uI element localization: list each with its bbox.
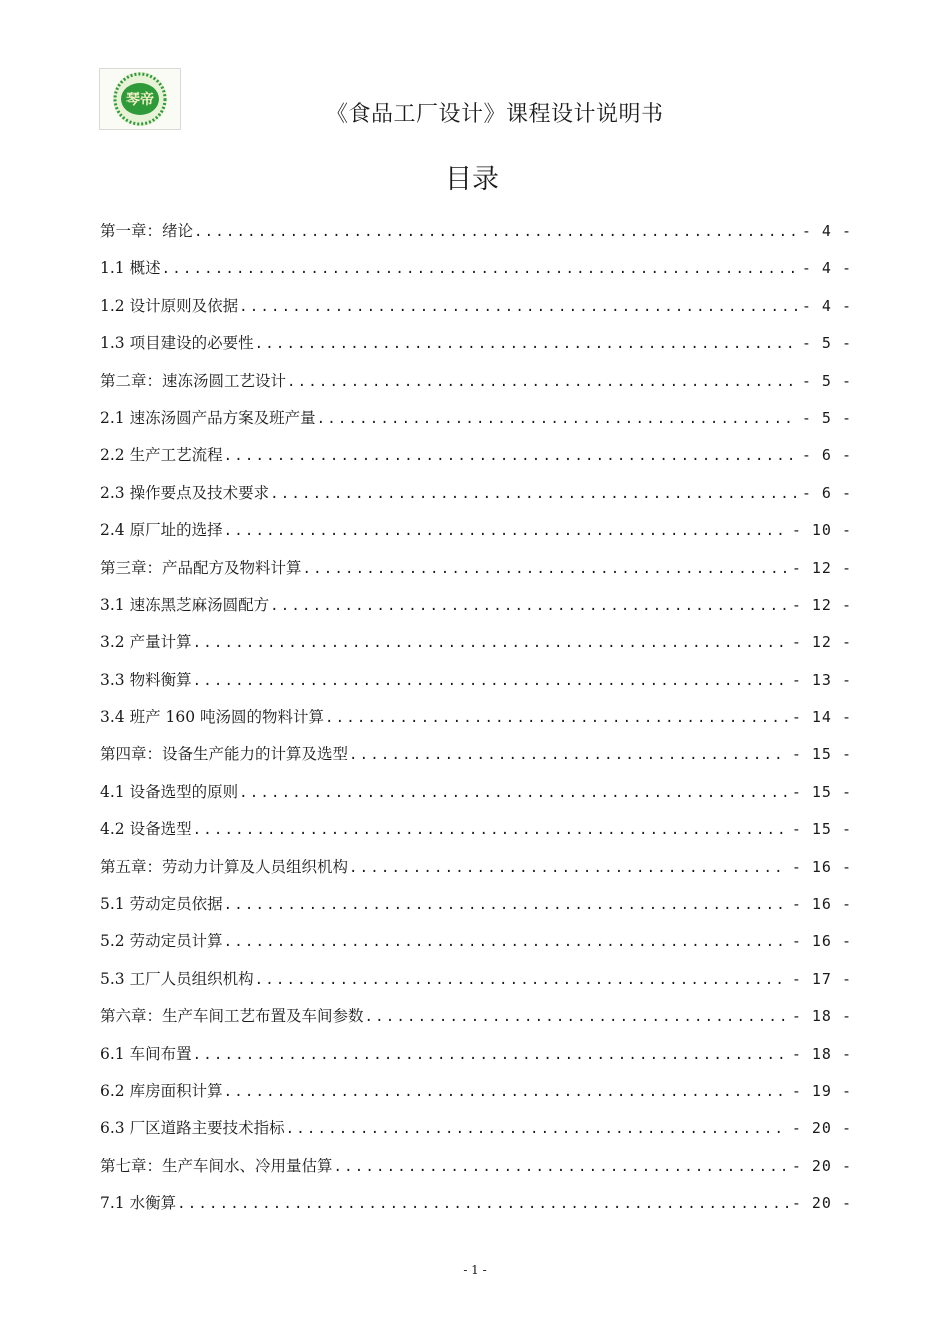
toc-entry-page: - 13 - [791,670,852,689]
toc-entry[interactable] [100,1113,852,1150]
toc-entry[interactable] [100,366,852,403]
toc-dot-leader [316,404,798,434]
toc-entry-page: - 16 - [791,895,852,914]
toc-entry[interactable] [100,440,852,477]
toc-entry[interactable] [100,814,852,851]
toc-entry[interactable] [100,926,852,963]
toc-dot-leader [254,965,788,995]
toc-entry[interactable] [100,515,852,552]
toc-entry-label: 6.3 厂区道路主要技术指标 [100,1119,285,1138]
toc-dot-leader [348,740,788,770]
toc-dot-leader [285,1114,788,1144]
toc-entry-page: - 18 - [791,1044,852,1063]
toc-entry-page: - 20 - [791,1119,852,1138]
toc-entry-page: - 16 - [791,857,852,876]
toc-entry-label: 3.4 班产 160 吨汤圆的物料计算 [100,708,325,727]
toc-entry-page: - 15 - [791,782,852,801]
toc-entry-page: - 12 - [791,558,852,577]
toc-dot-leader [223,927,788,957]
toc-dot-leader [192,628,788,658]
page-number: - 1 - [463,1263,487,1277]
toc-entry-page: - 18 - [791,1007,852,1026]
toc-dot-leader [269,591,788,621]
document-title: 《食品工厂设计》课程设计说明书 [326,102,664,127]
toc-entry-page: - 6 - [801,446,852,465]
toc-entry-label: 第三章：产品配方及物料计算 [100,558,302,577]
toc-dot-leader [324,703,788,733]
toc-entry-label: 4.1 设备选型的原则 [100,782,239,801]
toc-dot-leader [238,292,798,322]
toc-entry-page: - 17 - [791,969,852,988]
toc-entry-page: - 5 - [801,334,852,353]
toc-dot-leader [348,853,788,883]
toc-dot-leader [223,1077,788,1107]
toc-entry[interactable] [100,291,852,328]
toc-heading: 目录 [445,164,499,195]
toc-dot-leader [223,516,788,546]
toc-entry-label: 2.1 速冻汤圆产品方案及班产量 [100,408,316,427]
toc-entry-label: 5.3 工厂人员组织机构 [100,969,254,988]
toc-entry-label: 1.1 概述 [100,259,161,278]
logo-text: 琴帝 [126,92,154,108]
toc-entry-label: 5.2 劳动定员计算 [100,932,223,951]
toc-entry[interactable] [100,665,852,702]
toc-entry[interactable] [100,739,852,776]
toc-dot-leader [286,367,798,397]
toc-entry-page: - 14 - [791,708,852,727]
toc-entry[interactable] [100,478,852,515]
toc-entry-page: - 15 - [791,820,852,839]
toc-entry-label: 1.3 项目建设的必要性 [100,334,254,353]
toc-entry-page: - 6 - [801,483,852,502]
toc-dot-leader [192,815,788,845]
toc-entry-page: - 4 - [801,222,852,240]
toc-entry-page: - 4 - [801,296,852,315]
toc-entry[interactable] [100,1188,852,1225]
toc-entry-page: - 20 - [791,1156,852,1175]
toc-dot-leader [302,554,788,584]
toc-entry[interactable] [100,253,852,290]
toc-entry-label: 2.4 原厂址的选择 [100,521,223,540]
toc-entry-label: 第四章：设备生产能力的计算及选型 [100,745,349,764]
toc-entry-label: 5.1 劳动定员依据 [100,895,223,914]
toc-entry-page: - 16 - [791,932,852,951]
toc-entry-page: - 15 - [791,745,852,764]
logo-emblem-icon [100,69,180,129]
toc-entry-label: 3.2 产量计算 [100,633,192,652]
toc-entry[interactable] [100,328,852,365]
toc-entry[interactable] [100,590,852,627]
toc-dot-leader [176,1189,788,1219]
toc-entry[interactable] [100,852,852,889]
toc-entry[interactable] [100,553,852,590]
toc-entry[interactable] [100,403,852,440]
toc-entry-label: 2.3 操作要点及技术要求 [100,483,270,502]
toc-entry-label: 第五章：劳动力计算及人员组织机构 [100,857,349,876]
toc-entry-page: - 10 - [791,521,852,540]
logo [99,68,181,130]
table-of-contents [100,216,852,1226]
toc-entry[interactable] [100,1076,852,1113]
toc-entry-label: 3.1 速冻黑芝麻汤圆配方 [100,595,270,614]
toc-entry[interactable] [100,1151,852,1188]
toc-entry-page: - 4 - [801,259,852,278]
toc-entry-label: 第一章：绪论 [100,222,194,240]
toc-entry-label: 2.2 生产工艺流程 [100,446,223,465]
toc-dot-leader [269,479,798,509]
toc-dot-leader [161,254,798,284]
toc-entry[interactable] [100,216,852,253]
toc-entry[interactable] [100,1001,852,1038]
toc-entry-label: 第六章：生产车间工艺布置及车间参数 [100,1007,364,1026]
toc-dot-leader [333,1152,788,1182]
toc-entry-label: 第七章：生产车间水、冷用量估算 [100,1156,333,1175]
toc-entry-label: 6.1 车间布置 [100,1044,192,1063]
toc-entry[interactable] [100,702,852,739]
toc-entry[interactable] [100,777,852,814]
toc-entry-page: - 5 - [801,408,852,427]
toc-dot-leader [192,666,788,696]
toc-entry[interactable] [100,964,852,1001]
toc-dot-leader [238,778,788,808]
toc-dot-leader [192,1040,788,1070]
toc-entry-label: 第二章：速冻汤圆工艺设计 [100,371,287,390]
toc-entry-page: - 12 - [791,595,852,614]
toc-entry-label: 6.2 库房面积计算 [100,1081,223,1100]
toc-entry-label: 1.2 设计原则及依据 [100,296,239,315]
toc-dot-leader [223,441,798,471]
toc-entry-page: - 19 - [791,1081,852,1100]
toc-entry-page: - 12 - [791,633,852,652]
toc-dot-leader [193,217,798,247]
toc-entry-label: 3.3 物料衡算 [100,670,192,689]
toc-entry-page: - 5 - [801,371,852,390]
toc-dot-leader [223,890,788,920]
toc-entry-label: 7.1 水衡算 [100,1194,177,1213]
toc-entry[interactable] [100,889,852,926]
toc-entry[interactable] [100,627,852,664]
toc-entry-page: - 20 - [791,1194,852,1213]
toc-entry[interactable] [100,1039,852,1076]
toc-entry-label: 4.2 设备选型 [100,820,192,839]
toc-dot-leader [254,329,798,359]
toc-dot-leader [364,1002,788,1032]
